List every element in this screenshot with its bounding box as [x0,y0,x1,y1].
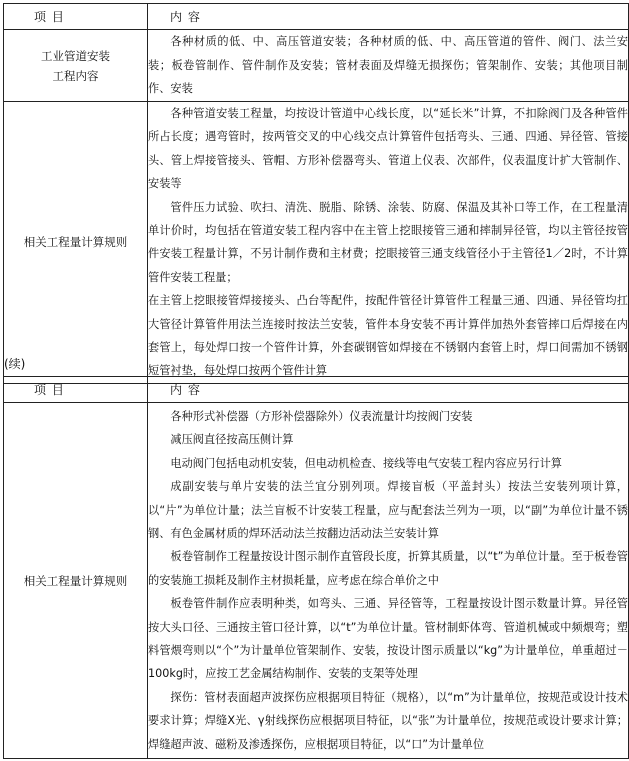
content-paragraph: 在主管上挖眼接管焊接接头、凸台等配件，按配件管径计算管件工程量三通、四通、异径管均扛大管径计算管件用法兰连接时按法兰安装，管件本身安装不再计算伴加热外套管摔口后焊接在内套管上，每处焊口按一个管件计算，外套碳钢管如焊接在不锈钢内套管上时，焊口间需加不锈钢短管衬垫，每处焊口按两个管件计算 [148,294,628,378]
row-content-calc-rules [148,102,629,384]
content-paragraph: 探伤：管材表面超声波探伤应根据项目特征（规格），以“m”为计量单位，按规范或设计技术要求计算；焊缝X光、γ射线探伤应根据项目特征，以“张”为计量单位，按规范或设计要求计算；焊缝超声波、磁粉及渗透探伤，应根据项目特征，以“口”为计量单位 [148,690,628,751]
content-paragraph: 成副安装与单片安装的法兰宜分别列项。焊接盲板（平盖封头）按法兰安装列项计算，以“片”为单位计量；法兰盲板不计安装工程量，应与配套法兰列为一项，以“副”为单位计量不锈钢、有色金属材质的焊环活动法兰按翻边活动法兰安装计算 [148,480,628,540]
rules-table-1 [3,3,629,384]
header-content: 内 容 [148,377,629,403]
table2-row-calc-rules [4,403,629,759]
header-content: 内 容 [148,4,629,30]
header-item: 项 目 [4,4,148,30]
row-label-calc-rules: 相关工程量计算规则 [4,403,148,759]
header-item: 项 目 [4,377,148,403]
content-paragraph: 管件压力试验、吹扫、清洗、脱脂、除锈、涂装、防腐、保温及其补口等工作，在工程量清单计价时，均包括在管道安装工程内容中在主管上挖眼接管三通和摔制异径管，均以主管径按管件安装工程量计算，不另计制作费和主材费；挖眼接管三通支线管径小于主管径1／2时，不计算管件安装工程量； [148,200,628,284]
row-content-calc-rules [148,403,629,759]
content-paragraph: 板卷管件制作应表明种类，如弯头、三通、异径管等，工程量按设计图示数量计算。异径管按大头口径、三通按主管口径计算，以“t”为单位计量。管材制虾体弯、管道机械或中频煨弯；塑料管煨弯则以“个”为计量单位管架制作、安装，按设计图示质量以“kg”为计量单位，单重超过－100kg时，应按工艺金属结构制作、安装的支架等处理 [148,597,628,681]
table1-header-row [4,4,629,30]
row-label-calc-rules: 相关工程量计算规则 [4,102,148,384]
table1-row-calc-rules [4,102,629,384]
continued-label: (续) [4,357,26,371]
rules-table-2 [3,376,629,759]
row-content-work-content [148,30,629,102]
table1-row-work-content [4,30,629,102]
content-paragraph: 电动阀门包括电动机安装，但电动机检查、接线等电气安装工程内容应另行计算 [170,456,562,470]
content-paragraph: 板卷管制作工程量按设计图示制作直管段长度，折算其质量，以“t”为单位计量。至于板卷管的安装施工损耗及制作主材损耗量，应考虑在综合单价之中 [148,550,628,587]
row-label-line-1: 工业管道安装 [41,48,110,63]
content-paragraph: 减压阀直径按高压侧计算 [170,433,294,447]
content-paragraph: 各种形式补偿器（方形补偿器除外）仪表流量计均按阀门安装 [170,409,473,423]
row-label-work-content [4,30,148,102]
content-paragraph: 各种材质的低、中、高压管道安装；各种材质的低、中、高压管道的管件、阀门、法兰安装；板卷管制作、管件制作及安装；管材表面及焊缝无损探伤；管架制作、安装；其他项目制作、安装 [148,35,628,96]
content-paragraph: 各种管道安装工程量，均按设计管道中心线长度，以“延长米”计算，不扣除阀门及各种管件所占长度；遇弯管时，按两管交叉的中心线交点计算管件包括弯头、三通、四通、异径管、管接头、管上焊接管接头、管帽、方形补偿器弯头、管道上仪表、次部件，仪表温度计扩大管制作、安装等 [148,107,628,191]
row-label-line-2: 工程内容 [52,68,99,83]
table2-header-row [4,377,629,403]
